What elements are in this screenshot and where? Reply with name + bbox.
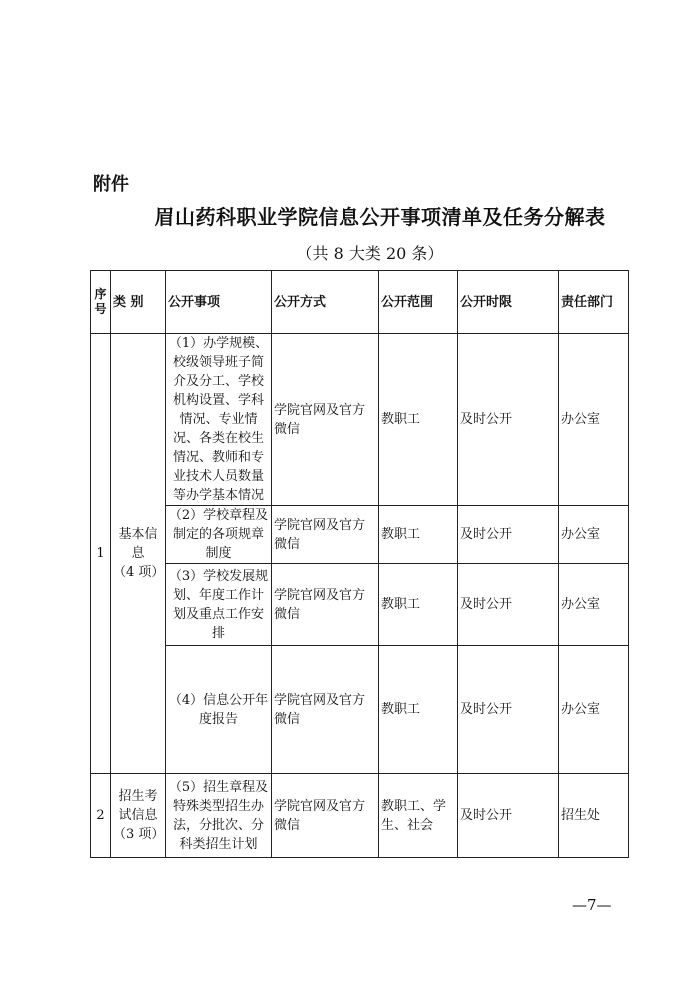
item-cell: （3）学校发展规划、年度工作计划及重点工作安排 — [166, 564, 272, 646]
item-cell: （4）信息公开年度报告 — [166, 646, 272, 774]
method-cell: 学院官网及官方微信 — [272, 564, 379, 646]
method-cell: 学院官网及官方微信 — [272, 774, 379, 858]
group-number: 2 — [91, 774, 111, 858]
item-cell: （5）招生章程及特殊类型招生办法，分批次、分科类招生计划 — [166, 774, 272, 858]
scope-cell: 教职工 — [379, 646, 458, 774]
time-cell: 及时公开 — [458, 506, 559, 564]
time-cell: 及时公开 — [458, 334, 559, 506]
disclosure-table — [90, 270, 629, 858]
method-cell: 学院官网及官方微信 — [272, 506, 379, 564]
dept-cell: 办公室 — [559, 564, 629, 646]
page-subtitle: （共 8 大类 20 条） — [296, 244, 444, 263]
page-title: 眉山药科职业学院信息公开事项清单及任务分解表 — [154, 205, 606, 229]
category-name: 基本信息 — [118, 527, 158, 561]
item-cell: （2）学校章程及制定的各项规章制度 — [166, 506, 272, 564]
column-header: 责任部门 — [559, 271, 629, 334]
time-cell: 及时公开 — [458, 564, 559, 646]
attachment-label: 附件 — [93, 174, 129, 195]
table-row — [91, 646, 629, 774]
category-count: （4 项） — [113, 565, 165, 580]
dept-cell: 办公室 — [559, 646, 629, 774]
table-row — [91, 564, 629, 646]
method-cell: 学院官网及官方微信 — [272, 646, 379, 774]
category-name: 招生考试信息 — [118, 789, 158, 823]
table-row — [91, 506, 629, 564]
column-header: 公开时限 — [458, 271, 559, 334]
time-cell: 及时公开 — [458, 774, 559, 858]
table-row — [91, 334, 629, 506]
column-header: 公开范围 — [379, 271, 458, 334]
column-header: 类 别 — [111, 271, 166, 334]
item-cell: （1）办学规模、校级领导班子简介及分工、学校机构设置、学科情况、专业情况、各类在校生情况、教师和专业技术人员数量等办学基本情况 — [166, 334, 272, 506]
time-cell: 及时公开 — [458, 646, 559, 774]
column-header: 序号 — [91, 271, 111, 334]
group-number: 1 — [91, 334, 111, 774]
column-header: 公开方式 — [272, 271, 379, 334]
group-category — [111, 774, 166, 858]
scope-cell: 教职工、学生、社会 — [379, 774, 458, 858]
group-category — [111, 334, 166, 774]
category-count: （3 项） — [113, 827, 165, 842]
scope-cell: 教职工 — [379, 564, 458, 646]
method-cell: 学院官网及官方微信 — [272, 334, 379, 506]
scope-cell: 教职工 — [379, 506, 458, 564]
scope-cell: 教职工 — [379, 334, 458, 506]
page-number: —7— — [572, 896, 612, 914]
dept-cell: 办公室 — [559, 506, 629, 564]
dept-cell: 办公室 — [559, 334, 629, 506]
table-header-row — [91, 271, 629, 334]
table-row — [91, 774, 629, 858]
dept-cell: 招生处 — [559, 774, 629, 858]
column-header: 公开事项 — [166, 271, 272, 334]
